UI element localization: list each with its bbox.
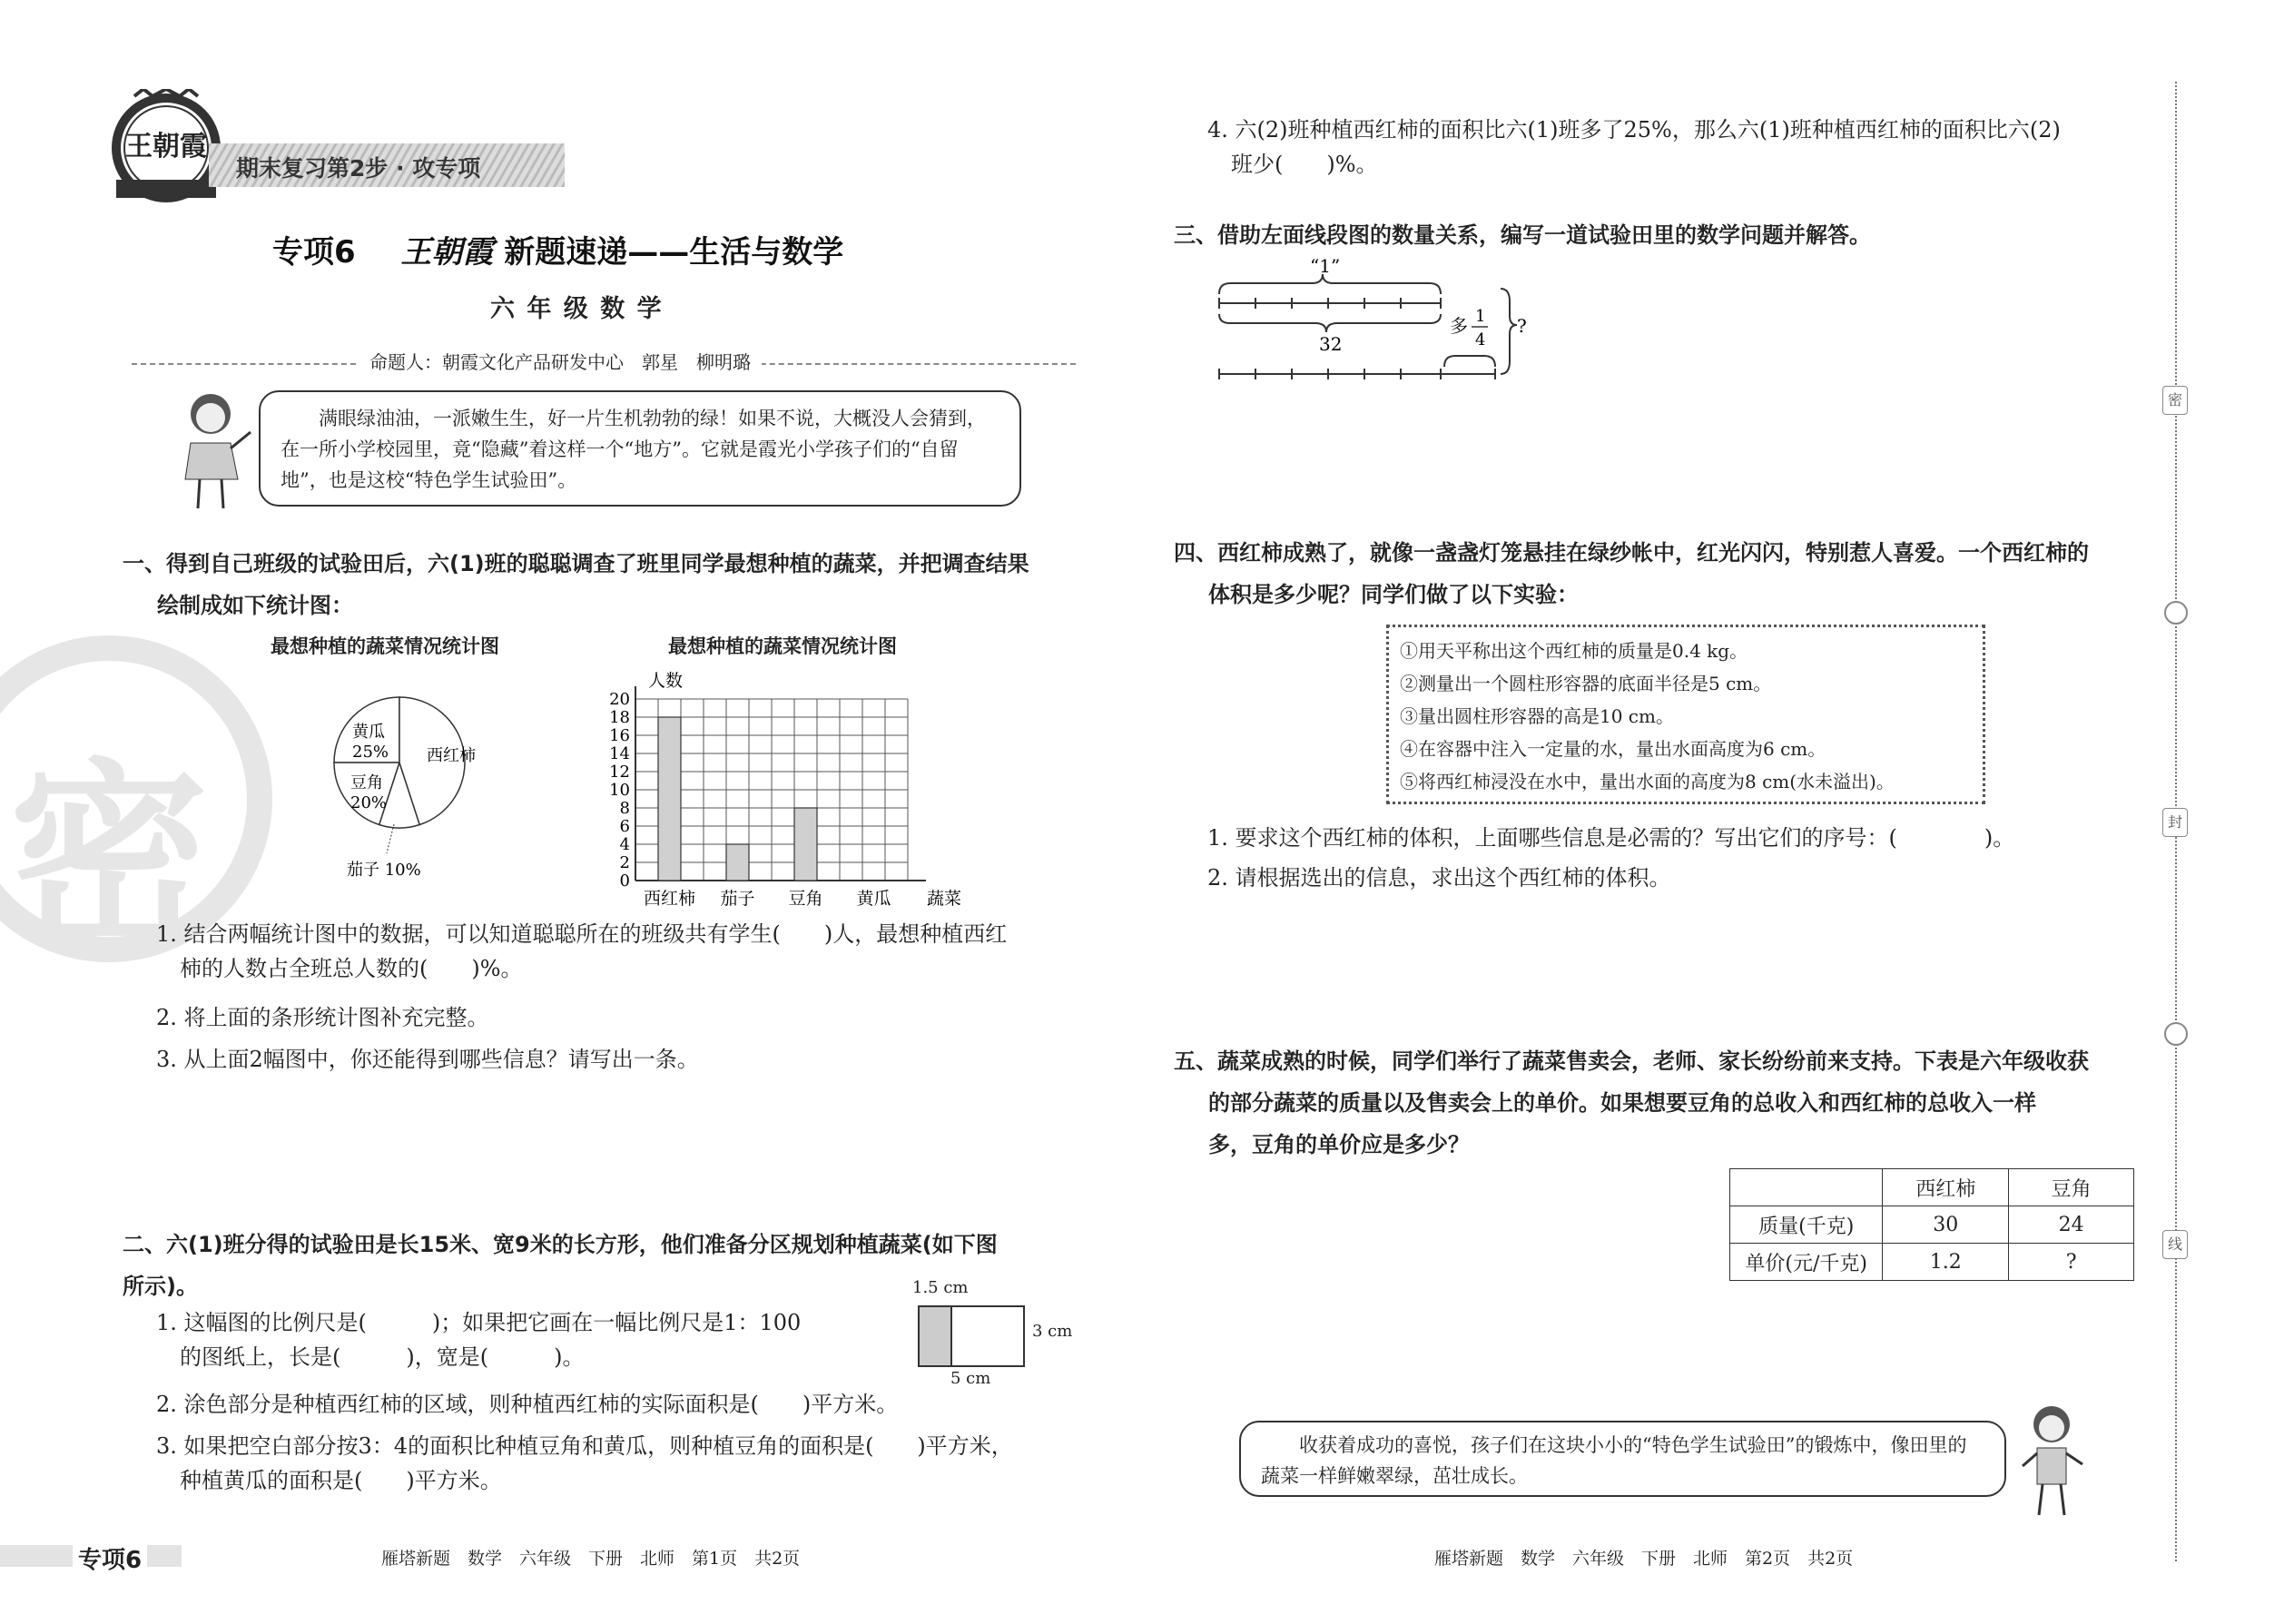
- y-tick-label: 8: [619, 799, 630, 818]
- q4-prev: [1207, 113, 2142, 182]
- pie-slice-value: 25%: [352, 743, 389, 762]
- x-tick-label: 黄瓜: [856, 889, 891, 909]
- footer-left-text: 雁塔新题 数学 六年级 下册 北师 第1页 共2页: [381, 1549, 801, 1569]
- bar-chart: [590, 663, 989, 917]
- q4-sub2: 2. 请根据选出的信息，求出这个西红柿的体积。: [1207, 865, 1671, 891]
- q5-title: [1174, 1040, 2145, 1166]
- girl-icon: [172, 389, 254, 516]
- q1-sub1-line1: 1. 结合两幅统计图中的数据，可以知道聪聪所在的班级共有学生( )人，最想种植西红: [156, 921, 1008, 947]
- segment-label-32: 32: [1319, 333, 1343, 355]
- field-label-bottom: 5 cm: [950, 1369, 991, 1388]
- binding-mark-3: [2162, 1230, 2188, 1259]
- closing-text: 收获着成功的喜悦，孩子们在这块小小的“特色学生试验田”的锻炼中，像田里的蔬菜一样鲜嫩翠绿，茁壮成长。: [1261, 1434, 1967, 1487]
- y-tick-label: 2: [619, 853, 630, 872]
- pie-slice-label: 豆角: [350, 773, 383, 792]
- step-3: ③量出圆柱形容器的高是10 cm。: [1400, 705, 1674, 727]
- q5-title-line3: 多，豆角的单价应是多少？: [1208, 1132, 1470, 1157]
- y-tick-label: 6: [619, 817, 630, 836]
- x-axis-label: 蔬菜: [926, 889, 962, 909]
- field-shaded-area: [918, 1305, 952, 1367]
- step-2: ②测量出一个圆柱形容器的底面半径是5 cm。: [1400, 673, 1772, 694]
- pie-slice-label: 西红柿: [427, 746, 476, 765]
- girl-illustration: [172, 389, 254, 516]
- segment-frac-num: 1: [1475, 307, 1486, 326]
- logo-text: 王朝霞: [125, 131, 207, 162]
- table-row: [1730, 1244, 2134, 1281]
- field-label-right: 3 cm: [1032, 1322, 1073, 1341]
- q2-sub1: [156, 1305, 901, 1374]
- q1-title-line1: 一、得到自己班级的试验田后，六(1)班的聪聪调查了班里同学最想种植的蔬菜，并把调查结果: [123, 551, 1029, 576]
- title-brand: 王朝霞: [400, 234, 494, 271]
- banner-text: 期末复习第2步 · 攻专项: [236, 155, 481, 182]
- title-main: 新题速递——生活与数学: [504, 234, 844, 271]
- authors: 命题人：朝霞文化产品研发中心 郭星 柳明璐: [359, 348, 762, 374]
- q1-sub3: 3. 从上面2幅图中，你还能得到哪些信息？请写出一条。: [156, 1047, 699, 1072]
- title-prefix: 专项6: [272, 234, 356, 271]
- x-tick-label: 豆角: [788, 889, 823, 909]
- pie-slice-label: 茄子 10%: [347, 861, 421, 880]
- step-banner: [209, 143, 565, 187]
- pie-slice-value: 20%: [350, 793, 388, 812]
- q1-title: [123, 543, 1094, 626]
- intro-text: 满眼绿油油，一派嫩生生，好一片生机勃勃的绿！如果不说，大概没人会猜到，在一所小学校园里，竟“隐藏”着这样一个“地方”。它就是霞光小学孩子们的“自留地”，也是这校“特色学生试验田”。: [281, 408, 986, 491]
- q5-title-line2: 的部分蔬菜的质量以及售卖会上的单价。如果想要豆角的总收入和西红柿的总收入一样: [1208, 1090, 2036, 1116]
- binding-mark-text: 封: [2167, 813, 2182, 831]
- pie-chart: [309, 679, 499, 897]
- y-tick-label: 12: [609, 763, 630, 782]
- table-header-cell: 西红柿: [1883, 1169, 2009, 1206]
- table-row: [1730, 1206, 2134, 1244]
- table-header-cell: 豆角: [2009, 1169, 2134, 1206]
- binding-mark-text: 密: [2167, 391, 2182, 408]
- q4-title-line1: 四、西红柿成熟了，就像一盏盏灯笼悬挂在绿纱帐中，红光闪闪，特别惹人喜爱。一个西红柿的: [1174, 540, 2089, 566]
- y-tick-label: 4: [619, 835, 630, 854]
- q4-prev-line1: 4. 六(2)班种植西红柿的面积比六(1)班多了25%，那么六(1)班种植西红柿的面积比六(2): [1207, 117, 2061, 143]
- watermark-text: 密: [8, 742, 209, 974]
- table-cell: 30: [1883, 1206, 2009, 1244]
- q2-sub1-line2: 的图纸上，长是( )，宽是( )。: [180, 1344, 585, 1370]
- q1-title-line2: 绘制成如下统计图：: [157, 593, 353, 618]
- table-cell: 单价(元/千克): [1730, 1244, 1883, 1281]
- q2-sub3-line1: 3. 如果把空白部分按3：4的面积比种植豆角和黄瓜，则种植豆角的面积是( )平方米，: [156, 1433, 1013, 1459]
- bar-chart-title: 最想种植的蔬菜情况统计图: [668, 635, 897, 657]
- binding-mark-text: 线: [2167, 1235, 2182, 1253]
- pie-chart-title: 最想种植的蔬菜情况统计图: [271, 635, 499, 657]
- binding-mark-2: [2162, 808, 2188, 837]
- q2-sub3: [156, 1429, 1100, 1498]
- q5-title-line1: 五、蔬菜成熟的时候，同学们举行了蔬菜售卖会，老师、家长纷纷前来支持。下表是六年级收获: [1174, 1048, 2089, 1074]
- y-tick-label: 14: [609, 744, 630, 763]
- footer-left-tag: 专项6: [73, 1541, 147, 1575]
- q1-sub2: 2. 将上面的条形统计图补充完整。: [156, 1005, 489, 1030]
- intro-box: [259, 390, 1021, 507]
- step-5: ⑤将西红柿浸没在水中，量出水面的高度为8 cm(水未溢出)。: [1400, 771, 1895, 792]
- q2-sub1-line1: 1. 这幅图的比例尺是( )；如果把它画在一幅比例尺是1：100: [156, 1310, 802, 1335]
- q2-sub2: 2. 涂色部分是种植西红柿的区域，则种植西红柿的实际面积是( )平方米。: [156, 1392, 899, 1417]
- brand-logo: [107, 89, 225, 207]
- binding-circle-2: [2164, 1022, 2188, 1046]
- step-4: ④在容器中注入一定量的水，量出水面高度为6 cm。: [1400, 738, 1826, 760]
- table-cell: 24: [2009, 1206, 2134, 1244]
- q1-sub1: [156, 917, 1091, 986]
- watermark-stamp: [0, 635, 272, 974]
- table-header-cell: [1730, 1169, 1883, 1206]
- pie-slice-label: 黄瓜: [352, 723, 385, 742]
- field-blank-area: [950, 1305, 1025, 1367]
- step-1: ①用天平称出这个西红柿的质量是0.4 kg。: [1400, 640, 1748, 662]
- experiment-steps-box: [1386, 625, 1985, 804]
- segment-label-question: ?: [1517, 315, 1527, 337]
- y-tick-label: 16: [609, 726, 630, 745]
- field-diagram: [912, 1278, 1094, 1388]
- segment-frac-den: 4: [1475, 330, 1486, 349]
- page-title: [272, 227, 843, 271]
- y-tick-label: 10: [609, 781, 630, 800]
- q4-title: [1174, 532, 2145, 615]
- y-axis-label: 人数: [648, 671, 684, 691]
- segment-label-one: “1”: [1310, 256, 1341, 277]
- q4-sub1: 1. 要求这个西红柿的体积，上面哪些信息是必需的？写出它们的序号：( )。: [1207, 825, 2015, 851]
- table-cell: 1.2: [1883, 1244, 2009, 1281]
- table-cell: ?: [2009, 1244, 2134, 1281]
- closing-box: [1239, 1421, 2006, 1497]
- page-subtitle: 六 年 级 数 学: [490, 295, 664, 323]
- table-cell: 质量(千克): [1730, 1206, 1883, 1244]
- pie-leader-line: [387, 824, 394, 853]
- x-tick-label: 西红柿: [643, 889, 696, 909]
- x-tick-label: 茄子: [720, 889, 755, 909]
- q2-sub3-line2: 种植黄瓜的面积是( )平方米。: [180, 1468, 502, 1493]
- footer-right-text: 雁塔新题 数学 六年级 下册 北师 第2页 共2页: [1434, 1549, 1854, 1569]
- q3-title: 三、借助左面线段图的数量关系，编写一道试验田里的数学问题并解答。: [1174, 222, 1871, 248]
- y-tick-label: 0: [619, 871, 630, 891]
- segment-label-more: 多: [1450, 315, 1468, 337]
- q4-title-line2: 体积是多少呢？同学们做了以下实验：: [1208, 582, 1579, 607]
- q1-sub1-line2: 柿的人数占全班总人数的( )%。: [180, 956, 523, 981]
- field-label-top: 1.5 cm: [912, 1278, 969, 1297]
- q4-prev-line2: 班少( )%。: [1231, 152, 1378, 177]
- boy-illustration: [2015, 1403, 2088, 1521]
- table-header-row: [1730, 1169, 2134, 1206]
- bar: [658, 717, 681, 881]
- segment-diagram: [1212, 256, 1548, 392]
- boy-icon: [2015, 1403, 2088, 1521]
- y-tick-label: 20: [609, 690, 630, 709]
- q2-title-line2: 所示)。: [123, 1274, 198, 1299]
- binding-mark-1: [2162, 386, 2188, 415]
- q2-title-line1: 二、六(1)班分得的试验田是长15米、宽9米的长方形，他们准备分区规划种植蔬菜(如下图: [123, 1232, 998, 1257]
- bar: [726, 844, 749, 881]
- y-tick-label: 18: [609, 708, 630, 727]
- price-table: [1729, 1168, 2134, 1281]
- bar: [794, 808, 817, 881]
- binding-circle-1: [2164, 601, 2188, 625]
